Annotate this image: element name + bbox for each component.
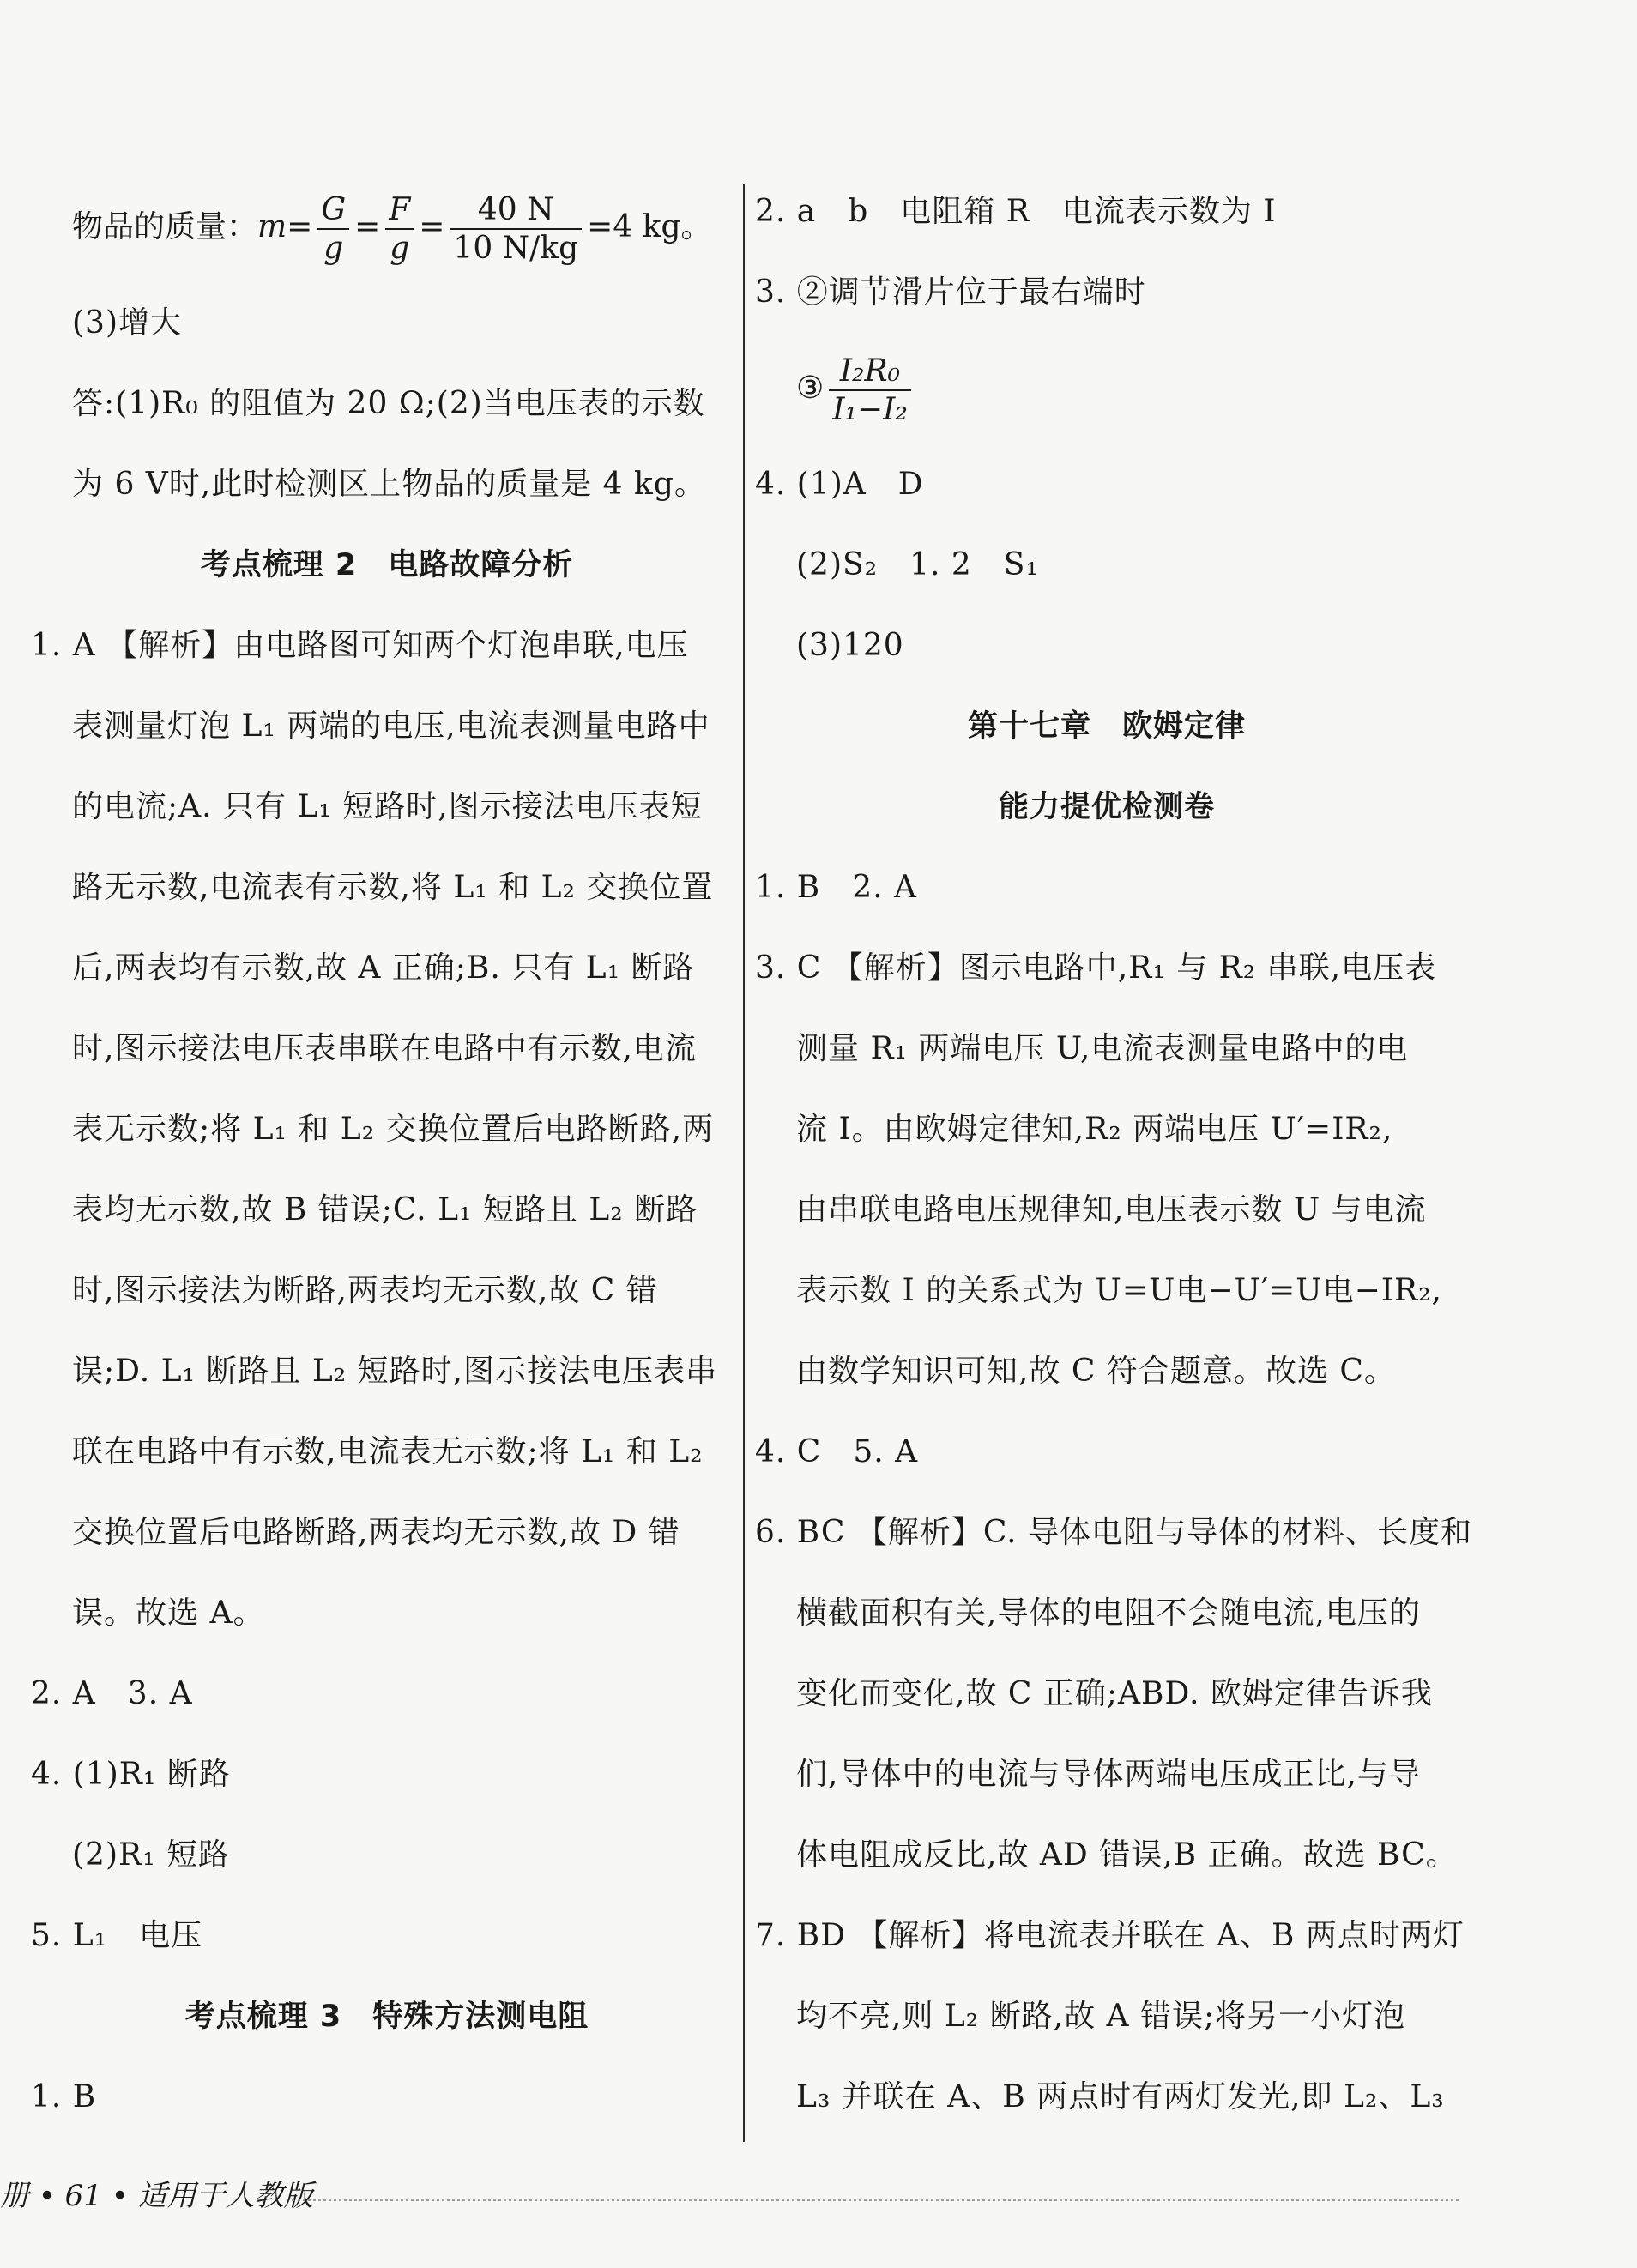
- answer-line: 2. A 3. A: [31, 1676, 193, 1711]
- text-line: 误。故选 A。: [72, 1595, 265, 1631]
- fraction-g: [317, 191, 349, 267]
- fraction-resistance: [829, 353, 910, 428]
- text-line: 7. BD 【解析】将电流表并联在 A、B 两点时两灯: [755, 1918, 1465, 1953]
- text-line: 测量 R₁ 两端电压 U,电流表测量电路中的电: [796, 1031, 1409, 1066]
- text-line: 表无示数;将 L₁ 和 L₂ 交换位置后电路断路,两: [72, 1112, 715, 1147]
- formula-m: m=: [257, 209, 313, 244]
- text-line: 表示数 I 的关系式为 U=U电−U′=U电−IR₂,: [796, 1273, 1442, 1308]
- fraction-values: [450, 191, 582, 267]
- answer-line: 1. B: [31, 2079, 97, 2114]
- formula-eq1: =: [354, 209, 381, 244]
- text-line: 1. A 【解析】由电路图可知两个灯泡串联,电压: [31, 628, 689, 663]
- frac-num: I₂R₀: [829, 353, 910, 391]
- footer-dotted-rule: [292, 2199, 1459, 2201]
- frac-den: I₁−I₂: [832, 392, 908, 427]
- text-line: 表测量灯泡 L₁ 两端的电压,电流表测量电路中: [72, 709, 710, 744]
- text-line: 由串联电路电压规律知,电压表示数 U 与电流: [796, 1192, 1427, 1227]
- frac2-den: g: [390, 231, 410, 266]
- text-line: 联在电路中有示数,电流表无示数;将 L₁ 和 L₂: [72, 1434, 704, 1469]
- text-line: 交换位置后电路断路,两表均无示数,故 D 错: [72, 1515, 680, 1550]
- section-heading: 考点梳理 3 特殊方法测电阻: [184, 2000, 589, 2034]
- formula-eq2: =: [419, 209, 445, 244]
- answer-line: 5. L₁ 电压: [31, 1918, 203, 1953]
- answer-line: (3)120: [796, 628, 904, 663]
- answer-line: 3. ②调节滑片位于最右端时: [755, 274, 1146, 310]
- frac2-num: F: [385, 191, 414, 230]
- frac1-num: G: [317, 191, 349, 230]
- answer-line: 4. (1)A D: [755, 467, 924, 502]
- section-heading: 考点梳理 2 电路故障分析: [200, 548, 574, 582]
- text-line: L₃ 并联在 A、B 两点时有两灯发光,即 L₂、L₃: [796, 2079, 1445, 2114]
- answer-line: 2. a b 电阻箱 R 电流表示数为 I: [755, 194, 1277, 229]
- frac3-den: 10 N/kg: [453, 231, 579, 266]
- frac3-num: 40 N: [450, 191, 582, 230]
- resistance-formula: [755, 333, 1459, 444]
- answer-line: 1. B 2. A: [755, 870, 918, 905]
- text-line: 误;D. L₁ 断路且 L₂ 短路时,图示接法电压表串: [72, 1354, 718, 1389]
- formula-prefix: 物品的质量：: [72, 209, 258, 244]
- text-line: 流 I。由欧姆定律知,R₂ 两端电压 U′=IR₂,: [796, 1112, 1393, 1147]
- text-line: 由数学知识可知,故 C 符合题意。故选 C。: [796, 1354, 1396, 1389]
- text-line: 体电阻成反比,故 AD 错误,B 正确。故选 BC。: [796, 1837, 1458, 1873]
- page-footer: 册 • 61 • 适用于人教版: [0, 2179, 313, 2213]
- answer-line: (2)S₂ 1. 2 S₁: [796, 547, 1039, 582]
- chapter-heading: 第十七章 欧姆定律: [967, 709, 1246, 744]
- text-line: 时,图示接法电压表串联在电路中有示数,电流: [72, 1031, 697, 1066]
- text-line: 横截面积有关,导体的电阻不会随电流,电压的: [796, 1595, 1421, 1631]
- answer-line: 4. (1)R₁ 断路: [31, 1757, 231, 1792]
- text-line: 时,图示接法为断路,两表均无示数,故 C 错: [72, 1273, 658, 1308]
- test-title: 能力提优检测卷: [998, 790, 1215, 824]
- mass-formula: [31, 172, 743, 283]
- text-line: 答:(1)R₀ 的阻值为 20 Ω;(2)当电压表的示数: [72, 386, 705, 421]
- answer-line: 4. C 5. A: [755, 1434, 919, 1469]
- text-line: 后,两表均有示数,故 A 正确;B. 只有 L₁ 断路: [72, 950, 695, 986]
- answer-line: (2)R₁ 短路: [72, 1837, 230, 1873]
- text-line: 的电流;A. 只有 L₁ 短路时,图示接法电压表短: [72, 789, 703, 824]
- text-line: 路无示数,电流表有示数,将 L₁ 和 L₂ 交换位置: [72, 870, 714, 905]
- circle-number: ③: [796, 371, 825, 406]
- left-column: [31, 172, 743, 2138]
- text-line: 为 6 V时,此时检测区上物品的质量是 4 kg。: [72, 467, 706, 502]
- text-line: 变化而变化,故 C 正确;ABD. 欧姆定律告诉我: [796, 1676, 1433, 1711]
- text-line: 均不亮,则 L₂ 断路,故 A 错误;将另一小灯泡: [796, 1999, 1406, 2034]
- text-line: 们,导体中的电流与导体两端电压成正比,与导: [796, 1757, 1421, 1792]
- formula-result: =4 kg。: [587, 209, 712, 244]
- frac1-den: g: [323, 231, 344, 266]
- text-line: 表均无示数,故 B 错误;C. L₁ 短路且 L₂ 断路: [72, 1192, 698, 1227]
- text-line: (3)增大: [72, 305, 182, 341]
- fraction-f: [385, 191, 414, 267]
- right-column: [755, 172, 1473, 2138]
- column-divider: [743, 184, 745, 2142]
- text-line: 3. C 【解析】图示电路中,R₁ 与 R₂ 串联,电压表: [755, 950, 1437, 986]
- text-line: 6. BC 【解析】C. 导体电阻与导体的材料、长度和: [755, 1515, 1473, 1550]
